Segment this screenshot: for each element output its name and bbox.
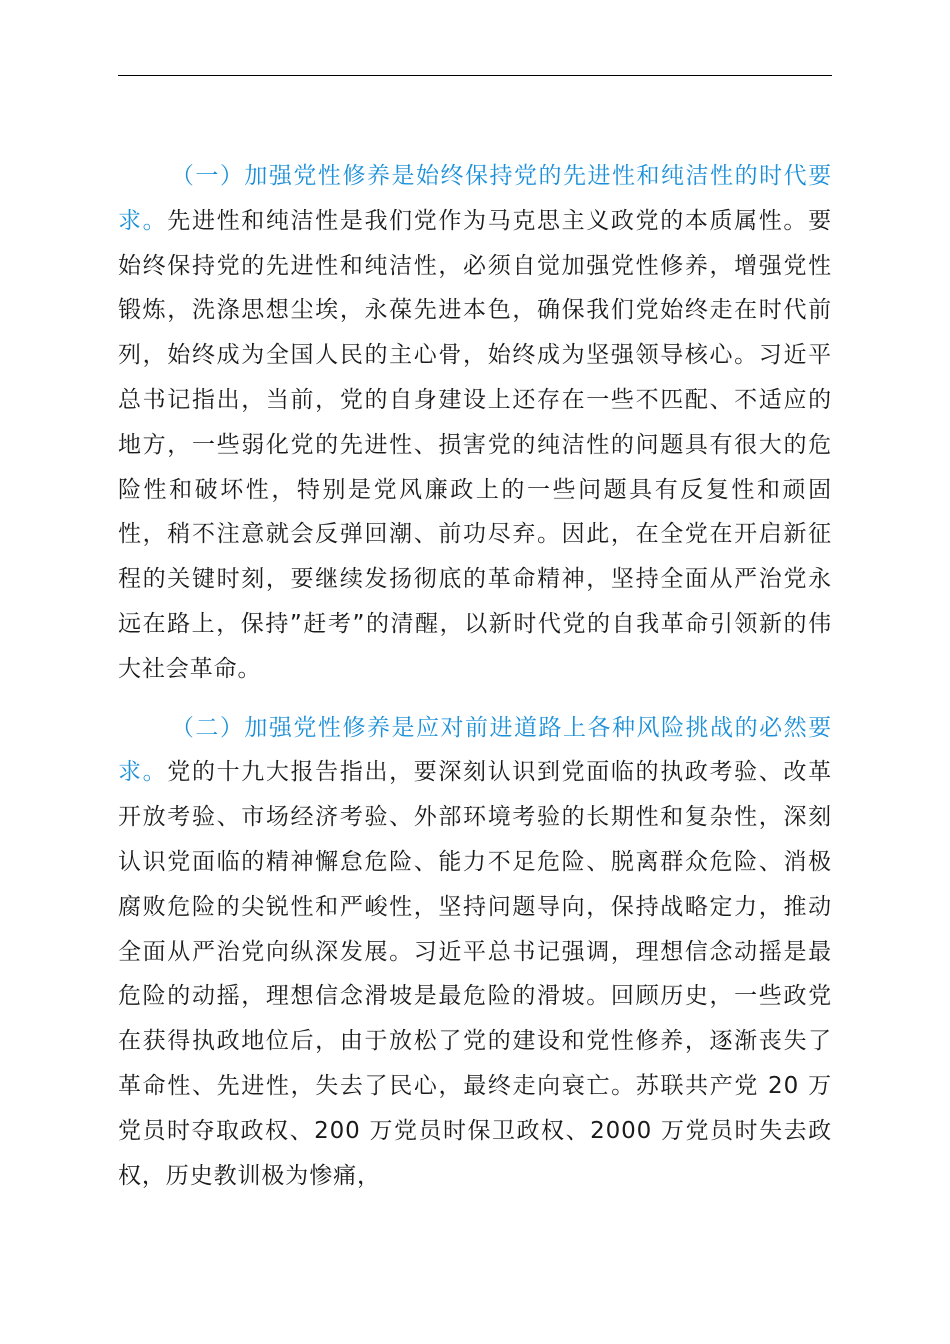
section-heading-2: （二）加强党性修养是应对前进道路上各种风险挑战的必然要求。 [118, 714, 832, 786]
document-body [118, 154, 832, 1212]
paragraph-1 [118, 154, 832, 692]
header-rule [118, 75, 832, 76]
section-heading-1: （一）加强党性修养是始终保持党的先进性和纯洁性的时代要求。 [118, 163, 832, 234]
section-body-1: 先进性和纯洁性是我们党作为马克思主义政党的本质属性。要始终保持党的先进性和纯洁性，必须自觉加强党性修养，增强党性锻炼，洗涤思想尘埃，永葆先进本色，确保我们党始终走在时代前列，始终成为全国人民的主心骨，始终成为坚强领导核心。习近平总书记指出，当前，党的自身建设上还存在一些不匹配、不适应的地方，一些弱化党的先进性、损害党的纯洁性的问题具有很大的危险性和破坏性，特别是党风廉政上的一些问题具有反复性和顽固性，稍不注意就会反弹回潮、前功尽弃。因此，在全党在开启新征程的关键时刻，要继续发扬彻底的革命精神，坚持全面从严治党永远在路上，保持”赶考”的清醒，以新时代党的自我革命引领新的伟大社会革命。 [118, 207, 832, 682]
paragraph-2 [118, 706, 832, 1199]
section-body-2: 党的十九大报告指出，要深刻认识到党面临的执政考验、改革开放考验、市场经济考验、外部环境考验的长期性和复杂性，深刻认识党面临的精神懈怠危险、能力不足危险、脱离群众危险、消极腐败危险的尖锐性和严峻性，坚持问题导向，保持战略定力，推动全面从严治党向纵深发展。习近平总书记强调，理想信念动摇是最危险的动摇，理想信念滑坡是最危险的滑坡。回顾历史，一些政党在获得执政地位后，由于放松了党的建设和党性修养，逐渐丧失了革命性、先进性，失去了民心，最终走向衰亡。苏联共产党 20 万党员时夺取政权、200 万党员时保卫政权、2000 万党员时失去政权，历史教训极为惨痛， [118, 759, 832, 1189]
